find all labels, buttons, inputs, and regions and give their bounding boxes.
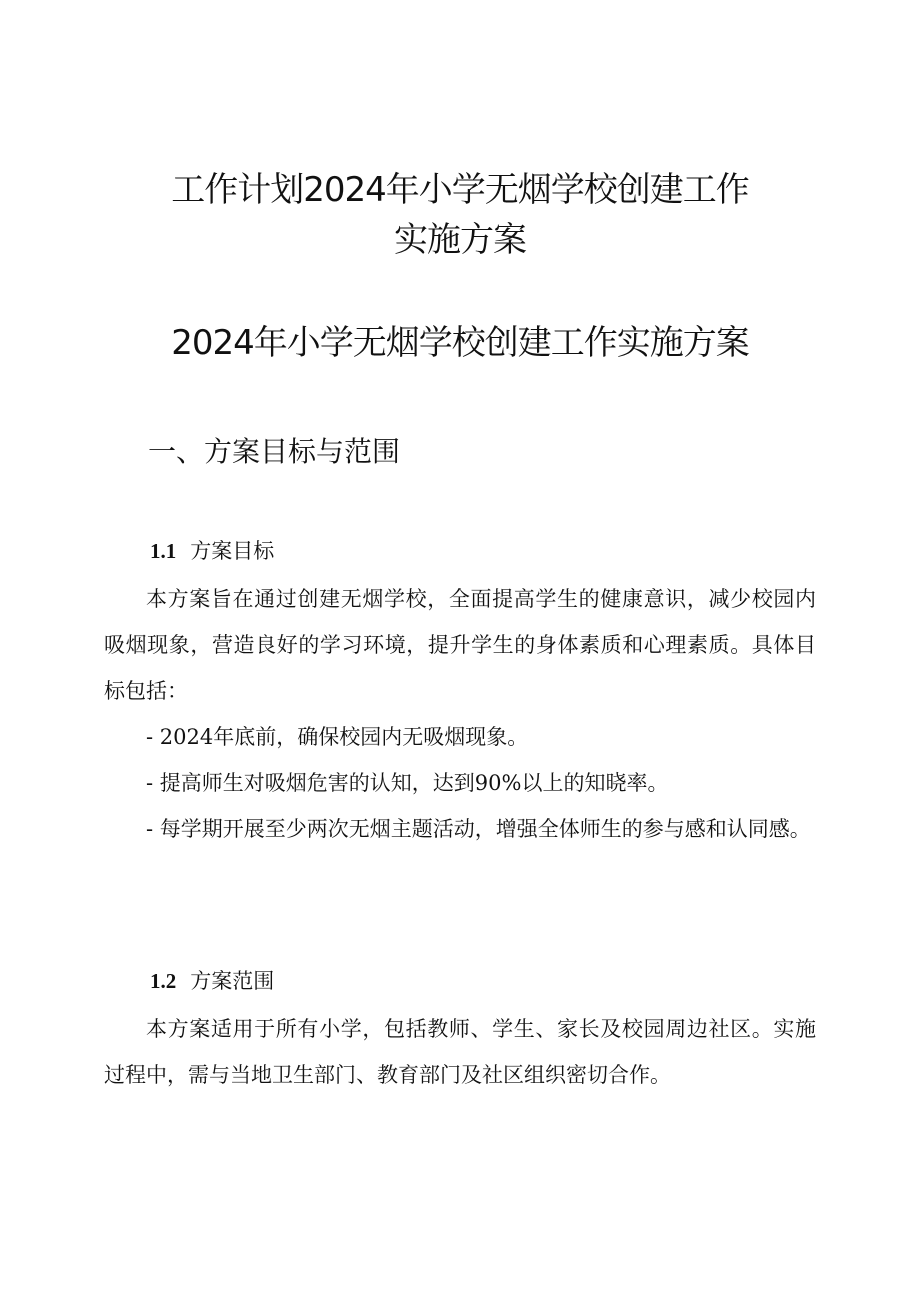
goals-paragraph: 本方案旨在通过创建无烟学校，全面提高学生的健康意识，减少校园内吸烟现象，营造良好的学习环境，提升学生的身体素质和心理素质。具体目标包括：: [104, 587, 816, 703]
document-title-line1: 工作计划2024年小学无烟学校创建工作: [171, 170, 749, 210]
subsection-title: 方案目标: [190, 539, 275, 563]
document-title-line2: 实施方案: [394, 220, 526, 260]
subsection-title: 方案范围: [190, 969, 275, 993]
goal-bullet-item: - 每学期开展至少两次无烟主题活动，增强全体师生的参与感和认同感。: [146, 817, 811, 841]
goal-bullet-item: - 2024年底前，确保校园内无吸烟现象。: [146, 725, 529, 749]
subsection-heading-goals: [150, 535, 274, 567]
section-heading-goals-scope: 一、方案目标与范围: [148, 435, 401, 468]
scope-paragraph: 本方案适用于所有小学，包括教师、学生、家长及校园周边社区。实施过程中，需与当地卫生部门、教育部门及社区组织密切合作。: [104, 1017, 816, 1087]
subsection-number: 1.1: [150, 539, 177, 563]
goal-bullet-item: - 提高师生对吸烟危害的认知，达到90%以上的知晓率。: [146, 771, 669, 795]
subsection-heading-scope: [150, 965, 274, 997]
subsection-number: 1.2: [150, 969, 177, 993]
document-subtitle: 2024年小学无烟学校创建工作实施方案: [171, 323, 749, 363]
document-title: [60, 165, 860, 265]
